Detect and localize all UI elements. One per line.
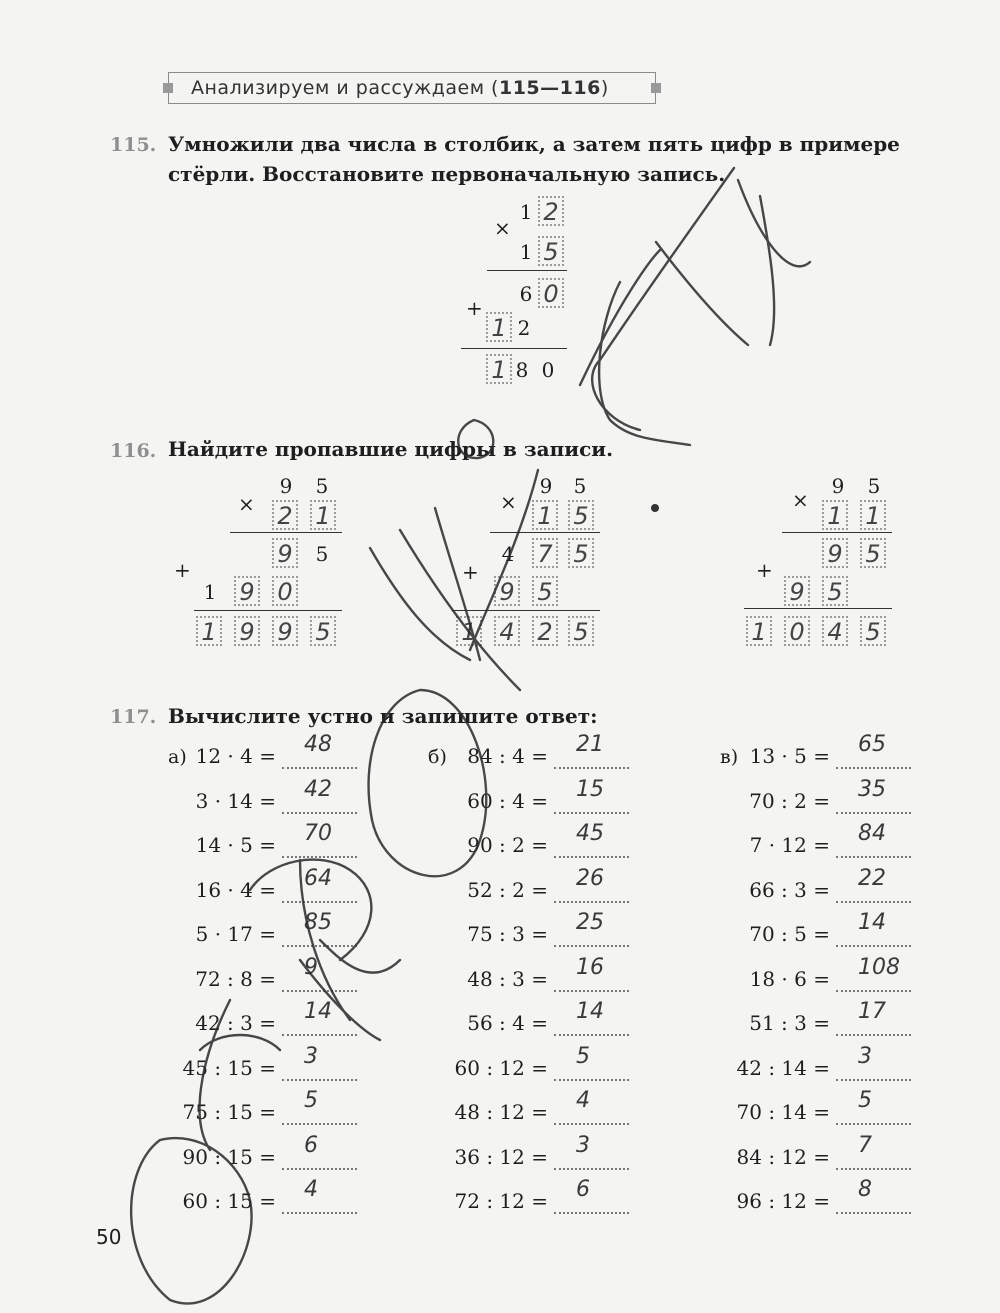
answer-line <box>554 1078 629 1081</box>
header-text: Анализируем и рассуждаем ( <box>191 77 499 99</box>
rule-line <box>230 532 342 533</box>
answer-cell: 1 <box>746 616 772 646</box>
answer-line <box>554 766 629 769</box>
handwritten-answer: 84 <box>858 821 886 846</box>
answer-cell: 9 <box>784 576 810 606</box>
answer-cell: 5 <box>310 616 336 646</box>
handwritten-answer: 70 <box>304 821 332 846</box>
handwritten-answer: 4 <box>576 1088 590 1113</box>
answer-cell: 1 <box>310 500 336 530</box>
handwritten-answer: 108 <box>858 954 900 980</box>
handwritten-answer: 5 <box>304 1088 318 1113</box>
expression: 12 · 4 = <box>195 744 276 768</box>
handwritten-answer: 14 <box>576 999 604 1024</box>
answer-line <box>836 811 911 814</box>
handwritten-answer: 9 <box>304 954 318 980</box>
handwritten-answer: 6 <box>576 1177 590 1202</box>
expression: 42 : 14 = <box>736 1055 830 1080</box>
answer-line <box>836 900 911 903</box>
answer-line <box>282 989 357 992</box>
answer-line <box>836 766 911 769</box>
answer-cell: 5 <box>568 538 594 568</box>
answer-cell: 0 <box>538 278 564 308</box>
expression: 5 · 17 = <box>195 922 276 946</box>
plus-sign: + <box>466 296 483 320</box>
handwritten-answer: 48 <box>304 732 332 757</box>
handwritten-answer: 3 <box>576 1132 590 1158</box>
expression: 13 · 5 = <box>749 744 830 768</box>
handwritten-answer: 35 <box>858 776 886 802</box>
times-sign: × <box>792 488 809 512</box>
rule-line <box>452 610 600 611</box>
expression: 52 : 2 = <box>467 877 548 902</box>
rule-line <box>487 270 567 271</box>
handwritten-answer: 42 <box>304 776 332 802</box>
page-number: 50 <box>96 1225 122 1249</box>
expression: 90 : 15 = <box>182 1144 276 1169</box>
rule-line <box>194 610 342 611</box>
handwritten-answer: 65 <box>858 732 886 757</box>
rule-line <box>782 532 892 533</box>
answer-line <box>282 1122 357 1125</box>
answer-line <box>836 1122 911 1125</box>
answer-line <box>554 1122 629 1125</box>
answer-line <box>554 811 629 814</box>
expression: 7 · 12 = <box>749 833 830 857</box>
digit: 5 <box>867 474 881 498</box>
task-116-text: Найдите пропавшие цифры в записи. <box>168 437 614 461</box>
answer-line <box>282 900 357 903</box>
answer-line <box>282 855 357 858</box>
digit: 0 <box>541 358 555 382</box>
answer-cell: 1 <box>822 500 848 530</box>
answer-line <box>836 989 911 992</box>
answer-cell: 5 <box>568 616 594 646</box>
header-range: 115—116 <box>498 77 601 99</box>
expression: 84 : 12 = <box>736 1144 830 1169</box>
expression: 75 : 15 = <box>182 1100 276 1124</box>
handwritten-answer: 5 <box>576 1043 590 1069</box>
expression: 60 : 4 = <box>467 788 548 813</box>
handwritten-answer: 85 <box>304 910 332 935</box>
task-117-number: 117. <box>110 706 157 728</box>
answer-cell: 5 <box>860 538 886 568</box>
answer-line <box>836 1211 911 1214</box>
answer-line <box>282 1211 357 1214</box>
expression: 66 : 3 = <box>749 877 830 902</box>
answer-cell: 5 <box>860 616 886 646</box>
digit: 9 <box>831 474 845 498</box>
answer-line <box>554 1211 629 1214</box>
answer-line <box>282 1033 357 1036</box>
expression: 45 : 15 = <box>182 1055 276 1080</box>
handwritten-answer: 21 <box>576 732 604 757</box>
digit: 1 <box>203 580 217 604</box>
answer-cell: 1 <box>456 616 482 646</box>
answer-line <box>836 1167 911 1170</box>
rule-line <box>461 348 567 349</box>
handwritten-answer: 3 <box>304 1043 318 1069</box>
answer-cell: 5 <box>568 500 594 530</box>
answer-line <box>554 989 629 992</box>
handwritten-answer: 25 <box>576 910 604 935</box>
digit: 9 <box>539 474 553 498</box>
expression: 51 : 3 = <box>749 1011 830 1035</box>
expression: 70 : 2 = <box>749 788 830 813</box>
answer-line <box>554 855 629 858</box>
expression: 3 · 14 = <box>195 788 276 813</box>
task-115-number: 115. <box>110 134 157 156</box>
answer-cell: 1 <box>486 354 512 384</box>
handwritten-answer: 17 <box>858 999 886 1024</box>
answer-cell: 5 <box>538 236 564 266</box>
answer-line <box>554 900 629 903</box>
handwritten-answer: 26 <box>576 865 604 891</box>
answer-line <box>836 1033 911 1036</box>
handwritten-answer: 6 <box>304 1132 318 1158</box>
answer-line <box>282 1078 357 1081</box>
column-label-a: а) <box>168 746 187 768</box>
digit: 5 <box>573 474 587 498</box>
digit: 9 <box>279 474 293 498</box>
plus-sign: + <box>756 558 773 582</box>
answer-cell: 1 <box>196 616 222 646</box>
handwritten-answer: 16 <box>576 954 604 980</box>
expression: 56 : 4 = <box>467 1011 548 1035</box>
digit: 4 <box>501 542 515 566</box>
times-sign: × <box>238 492 255 516</box>
answer-cell: 9 <box>822 538 848 568</box>
answer-line <box>554 944 629 947</box>
expression: 96 : 12 = <box>736 1189 830 1213</box>
expression: 14 · 5 = <box>195 833 276 857</box>
answer-cell: 0 <box>784 616 810 646</box>
handwritten-answer: 14 <box>304 999 332 1024</box>
digit: 5 <box>315 474 329 498</box>
answer-cell: 9 <box>272 538 298 568</box>
answer-line <box>282 811 357 814</box>
answer-cell: 5 <box>532 576 558 606</box>
answer-cell: 9 <box>494 576 520 606</box>
handwritten-answer: 5 <box>858 1088 872 1113</box>
handwritten-answer: 4 <box>304 1177 318 1202</box>
task-117-text: Вычислите устно и запишите ответ: <box>168 704 598 728</box>
task-116-number: 116. <box>110 440 157 462</box>
answer-cell: 0 <box>272 576 298 606</box>
handwritten-answer: 8 <box>858 1177 872 1202</box>
times-sign: × <box>500 490 517 514</box>
answer-cell: 9 <box>272 616 298 646</box>
answer-cell: 9 <box>234 616 260 646</box>
expression: 72 : 8 = <box>195 966 276 991</box>
expression: 18 · 6 = <box>749 966 830 991</box>
answer-cell: 2 <box>272 500 298 530</box>
handwritten-answer: 45 <box>576 821 604 846</box>
answer-cell: 4 <box>494 616 520 646</box>
expression: 90 : 2 = <box>467 833 548 857</box>
answer-line <box>282 766 357 769</box>
handwritten-answer: 15 <box>576 776 604 802</box>
digit: 1 <box>519 200 533 224</box>
handwritten-answer: 7 <box>858 1132 872 1158</box>
expression: 60 : 15 = <box>182 1189 276 1213</box>
answer-cell: 4 <box>822 616 848 646</box>
answer-line <box>554 1033 629 1036</box>
handwritten-answer: 3 <box>858 1043 872 1069</box>
digit: 6 <box>519 282 533 306</box>
digit: 5 <box>315 542 329 566</box>
answer-cell: 2 <box>532 616 558 646</box>
rule-line <box>490 532 600 533</box>
expression: 84 : 4 = <box>467 744 548 768</box>
expression: 75 : 3 = <box>467 922 548 946</box>
expression: 70 : 5 = <box>749 922 830 946</box>
digit: 2 <box>517 316 531 340</box>
digit: 1 <box>519 240 533 264</box>
header-close: ) <box>600 77 609 99</box>
expression: 48 : 3 = <box>467 966 548 991</box>
plus-sign: + <box>174 558 191 582</box>
answer-cell: 2 <box>538 196 564 226</box>
column-label-c: в) <box>720 746 739 768</box>
answer-line <box>282 1167 357 1170</box>
task-115-line1: Умножили два числа в столбик, а затем пять цифр в примере <box>168 132 900 156</box>
rule-line <box>744 608 892 609</box>
answer-cell: 1 <box>860 500 886 530</box>
answer-cell: 9 <box>234 576 260 606</box>
answer-cell: 5 <box>822 576 848 606</box>
handwritten-answer: 14 <box>858 910 886 935</box>
plus-sign: + <box>462 560 479 584</box>
expression: 42 : 3 = <box>195 1011 276 1035</box>
answer-line <box>836 944 911 947</box>
expression: 60 : 12 = <box>454 1055 548 1080</box>
answer-line <box>836 855 911 858</box>
answer-cell: 1 <box>532 500 558 530</box>
answer-cell: 1 <box>486 312 512 342</box>
answer-cell: 7 <box>532 538 558 568</box>
expression: 72 : 12 = <box>454 1189 548 1213</box>
expression: 48 : 12 = <box>454 1100 548 1124</box>
answer-line <box>282 944 357 947</box>
column-label-b: б) <box>428 746 447 768</box>
handwritten-answer: 64 <box>304 865 332 891</box>
times-sign: × <box>494 216 511 240</box>
section-header <box>168 72 656 104</box>
expression: 16 · 4 = <box>195 877 276 902</box>
answer-line <box>836 1078 911 1081</box>
expression: 70 : 14 = <box>736 1100 830 1124</box>
task-115-line2: стёрли. Восстановите первоначальную запись. <box>168 162 726 186</box>
expression: 36 : 12 = <box>454 1144 548 1169</box>
digit: 8 <box>515 358 529 382</box>
handwritten-answer: 22 <box>858 865 886 891</box>
answer-line <box>554 1167 629 1170</box>
